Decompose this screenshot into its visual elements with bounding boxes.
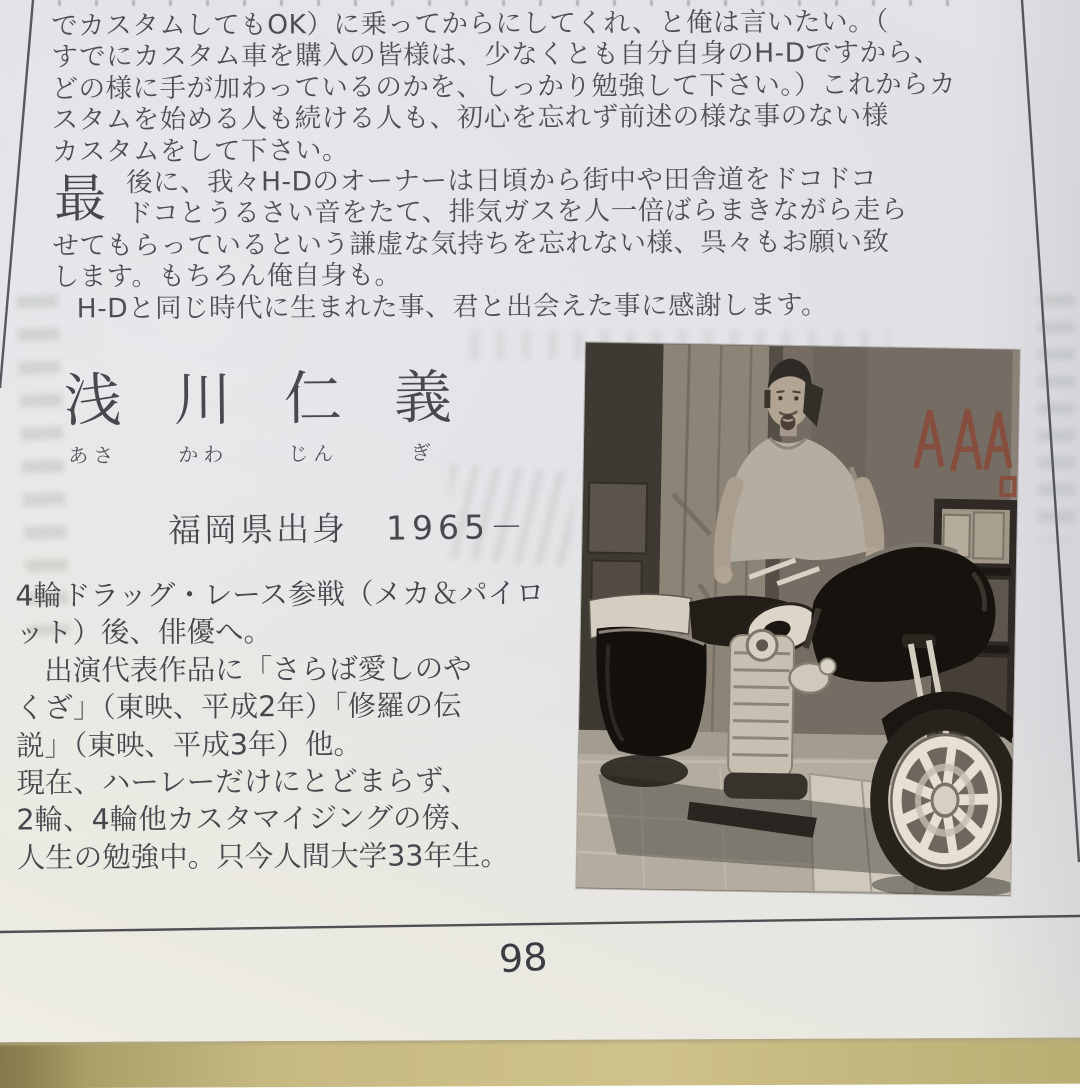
origin-text: 福岡県出身	[167, 509, 349, 550]
saddlebag	[594, 626, 707, 757]
name-char	[394, 364, 453, 466]
paragraph-line: スタムを始める人も続ける人も、初心を忘れず前述の様な事のない様	[51, 100, 889, 136]
paragraph-line: カスタムをして下さい。	[51, 134, 350, 168]
origin-line	[168, 501, 528, 552]
name-furigana: かわ	[178, 442, 229, 467]
bio-line: ット）後、俳優へ。	[15, 615, 273, 650]
big-initial-char: 最	[54, 169, 107, 230]
name-kanji: 浅	[63, 366, 123, 435]
main-paragraph	[51, 5, 1038, 324]
paragraph-line: ドコとうるさい音をたて、排気ガスを人一倍ばらまきながら走ら	[126, 194, 908, 230]
name-char	[64, 367, 123, 469]
ink-bleedthrough	[1038, 295, 1074, 540]
paragraph-line: します。もちろん俺自身も。	[52, 259, 402, 293]
bio-line: 現在、ハーレーだけにとどまらず、	[16, 764, 470, 800]
name-char	[284, 365, 343, 467]
bio-line: 出演代表作品に「さらば愛しのや	[15, 651, 472, 688]
paragraph-line: でカスタムしてもOK）に乗ってからにしてくれ、と俺は言いたい。（	[51, 6, 889, 42]
birth-year: 1965－	[385, 507, 529, 548]
cutoff-text-marks	[58, 0, 958, 6]
bio-line: くざ」（東映、平成2年）「修羅の伝	[15, 689, 462, 725]
paragraph-line-group	[52, 162, 1037, 230]
page-border-bottom	[0, 916, 1080, 932]
name-furigana: じん	[288, 441, 339, 466]
bio-line: 説」（東映、平成3年）他。	[16, 727, 363, 763]
author-name	[64, 364, 453, 468]
portrait-photo-art	[576, 342, 1019, 895]
bio-line: 4輪ドラッグ・レース参戦（メカ＆パイロ	[15, 576, 545, 613]
name-kanji: 川	[173, 365, 233, 434]
dedication-line: H-Dと同じ時代に生まれた事、君と出会えた事に感謝します。	[76, 289, 829, 324]
bio-line: 人生の勉強中。只今人間大学33年生。	[16, 838, 510, 875]
portrait-photo	[576, 342, 1019, 895]
desk-surface	[0, 1038, 1080, 1088]
name-kanji: 仁	[283, 364, 343, 433]
page-number: 98	[497, 934, 549, 982]
bio-text	[15, 574, 592, 876]
name-char	[174, 366, 233, 468]
name-furigana: あさ	[68, 443, 119, 468]
paragraph-line: どの様に手が加わっているのかを、しっかり勉強して下さい。）これからカ	[51, 68, 957, 105]
name-kanji: 義	[393, 363, 453, 432]
paragraph-line: すでにカスタム車を購入の皆様は、少なくとも自分自身のH-Dですから、	[51, 37, 941, 73]
bio-line: 2輪、4輪他カスタマイジングの傍、	[16, 801, 479, 837]
paragraph-line: 後に、我々H-Dのオーナーは日頃から街中や田舎道をドコドコ	[126, 163, 878, 199]
name-furigana: ぎ	[410, 440, 436, 465]
paragraph-line: せてもらっているという謙虚な気持ちを忘れない様、呉々もお願い致	[52, 225, 890, 262]
